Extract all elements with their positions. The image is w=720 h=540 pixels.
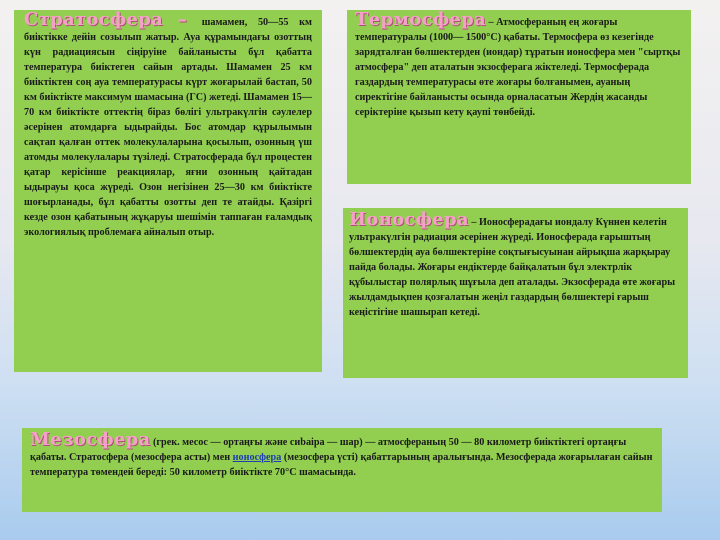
stratosphere-paragraph (24, 12, 312, 240)
stratosphere-text: шамамен, 50—55 км биіктікке дейін созылып жатыр. Ауа құрамындағы озоттың күн радиациясын сіңіруіне байланысты бұл қабатта температура биіктеген сайын артады. Шамамен 25 км биіктіктен соң ауа температурасы күрт жоғарылай бастап, 50 км биіктікте максимум шамасына (ГС) жетеді. Шамамен 15—70 км биіктікте оттектің біраз бөлігі ультракүлгін сәулелер әсерінен атомдарға ыдырайды. Бос атомдар құрылымын сақтап қалған оттек молекулаларына қосылып, озонның үш атомды молекулалары түзіледі. Стратосферада бұл процестен қатар керісінше реакциялар, яғни озонның қайтадан ыдырауы қоса жүреді. Озон негізінен 25—30 км биіктікте шоғырланады, бұл қабатты озотты деп те атайды. Қазіргі кезде озон қабатының жұқаруы шешімін таппаған ғаламдық экологиялық проблемаға айналып отыр. (24, 17, 312, 238)
ionosphere-text: – Ионосферадағы иондалу Күннен келетін ультракүлгін радиация әсерінен жүреді. Ионосферада ғарыштың бөлшектердің ауа бөлшектеріне соқтығысуынан айрықша жарқырау пайда болады. Жоғары ендіктерде байқалатын бұл электрлік құбылыстар полярлық шұғыла деп аталады. Экзосферада өте жоғары жылдамдықпен қозғалатын жеңіл газдардың бөлшектері ғарыш кеңістігіне шашырап кетеді. (349, 217, 676, 318)
stratosphere-card (14, 10, 322, 372)
thermosphere-title: Термосфера (355, 10, 486, 30)
ionosphere-card (343, 208, 688, 378)
thermosphere-paragraph (355, 12, 683, 120)
thermosphere-card (347, 10, 691, 184)
ionosphere-title: Ионосфера (349, 209, 469, 230)
ionosphere-link[interactable]: ионосфера (232, 452, 282, 463)
mesosphere-card (22, 428, 662, 512)
stratosphere-title: Стратосфера – (24, 10, 202, 30)
mesosphere-text-before-link: (грек. месос — ортаңғы және сиbaіра — шар) — атмосфераның 50 — 80 километр биіктіктегі ортаңғы қабаты. Стратосфера (мезосфера асты) мен (30, 437, 627, 463)
mesosphere-paragraph (30, 429, 654, 480)
mesosphere-title: Мезосфера (30, 429, 151, 450)
mesosphere-text-after-link: (мезосфера үсті) қабаттарының аралығында. Мезосферада жоғарылаған сайын температура төмендей береді: 50 километр биіктікте 70°С шамасында. (30, 452, 653, 478)
thermosphere-text: – Атмосфераның ең жоғары температуралы (1000— 1500°С) қабаты. Термосфера өз кезегінде зарядталған бөлшектерден (иондар) тұратын ионосфера мен "сыртқы атмосфера" деп аталатын экзосферага жіктеледі. Термосферада газдардың температурасы өте жоғары болғанымен, ауаның сиректігіне байланысты осында орналасатын Жердің жасанды серіктеріне қызып кету қаупі төнбейді. (355, 17, 681, 118)
ionosphere-paragraph (349, 209, 682, 320)
